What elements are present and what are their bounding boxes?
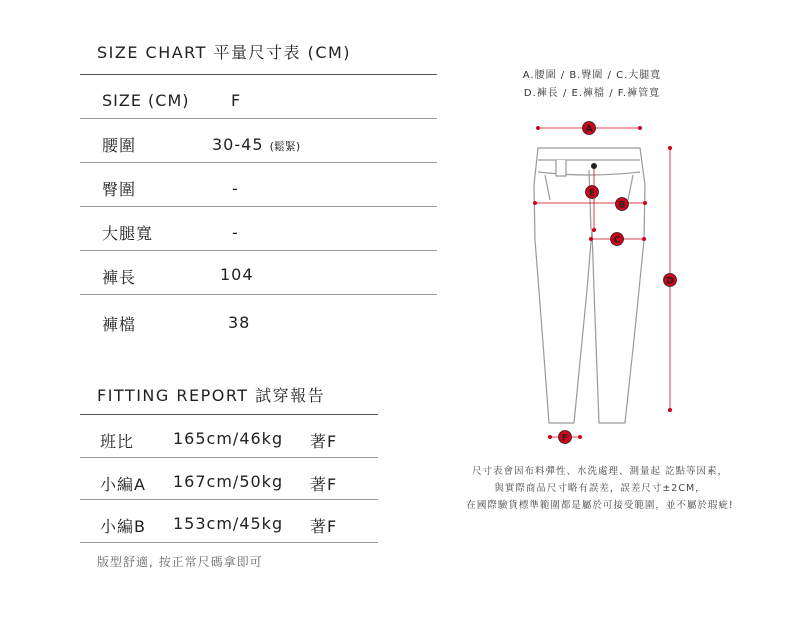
marker-f xyxy=(559,431,572,444)
marker-d-label: D xyxy=(666,276,674,287)
size-header-value: F xyxy=(231,91,242,110)
fitting-row-3-size: 著F xyxy=(310,517,338,536)
marker-e-label: E xyxy=(588,188,596,199)
size-chart-title: SIZE CHART 平量尺寸表 (CM) xyxy=(97,43,352,62)
marker-a xyxy=(583,122,596,135)
fitting-row-divider xyxy=(80,542,378,543)
marker-e xyxy=(586,186,599,199)
legend-line-1: A.腰圍 / B.臀圍 / C.大腿寬 xyxy=(522,70,662,81)
fitting-row-2-size: 著F xyxy=(310,475,338,494)
size-row-divider xyxy=(80,294,437,295)
size-row-waist-label: 腰圍 xyxy=(102,136,137,155)
size-row-rise-label: 褲檔 xyxy=(102,315,137,334)
fitting-row-2-name: 小編A xyxy=(100,475,146,494)
marker-b xyxy=(616,198,629,211)
waist-note: (鬆緊) xyxy=(269,140,301,153)
fitting-row-2-stats: 167cm/50kg xyxy=(173,472,284,491)
marker-a-label: A xyxy=(585,124,593,135)
fitting-row-3-stats: 153cm/45kg xyxy=(173,514,284,533)
fitting-row-divider xyxy=(80,457,378,458)
size-row-thigh-label: 大腿寬 xyxy=(102,224,154,243)
pants-measurement-diagram xyxy=(520,115,690,455)
fitting-report-title: FITTING REPORT 試穿報告 xyxy=(97,386,326,405)
fitting-top-rule xyxy=(80,414,378,415)
size-row-divider xyxy=(80,162,437,163)
size-row-hip-label: 臀圍 xyxy=(102,180,137,199)
marker-f-label: F xyxy=(561,433,569,444)
fitting-row-3-name: 小編B xyxy=(100,517,146,536)
legend-line-2: D.褲長 / E.褲檔 / F.褲管寬 xyxy=(523,88,661,99)
fitting-row-1-stats: 165cm/46kg xyxy=(173,429,284,448)
remark-line-2: 與實際商品尺寸略有誤差，誤差尺寸±2CM， xyxy=(494,483,706,494)
remark-line-1: 尺寸表會因布料彈性、水洗處理、測量起 訖點等因素， xyxy=(471,466,729,477)
remark-line-3: 在國際驗貨標準範圍都是屬於可接受範圍，並不屬於瑕疵! xyxy=(466,500,734,511)
size-row-rise-value: 38 xyxy=(228,313,251,332)
fitting-row-1-size: 著F xyxy=(310,432,338,451)
size-row-waist-value xyxy=(212,135,300,154)
size-chart-top-rule xyxy=(80,74,437,75)
waist-value: 30-45 xyxy=(212,135,264,154)
fitting-row-divider xyxy=(80,499,378,500)
size-header-label: SIZE (CM) xyxy=(102,91,190,110)
measurement-remark xyxy=(440,463,760,514)
size-row-length-label: 褲長 xyxy=(102,268,137,287)
marker-c xyxy=(611,233,624,246)
fitting-row-1-name: 班比 xyxy=(100,432,135,451)
size-row-divider xyxy=(80,250,437,251)
size-row-length-value: 104 xyxy=(220,265,254,284)
size-row-divider xyxy=(80,118,437,119)
size-row-hip-value: - xyxy=(232,179,239,198)
marker-b-label: B xyxy=(618,200,626,211)
marker-c-label: C xyxy=(613,235,621,246)
fitting-note: 版型舒適, 按正常尺碼拿即可 xyxy=(97,555,263,569)
size-row-thigh-value: - xyxy=(232,223,239,242)
size-row-divider xyxy=(80,206,437,207)
marker-d xyxy=(664,274,677,287)
